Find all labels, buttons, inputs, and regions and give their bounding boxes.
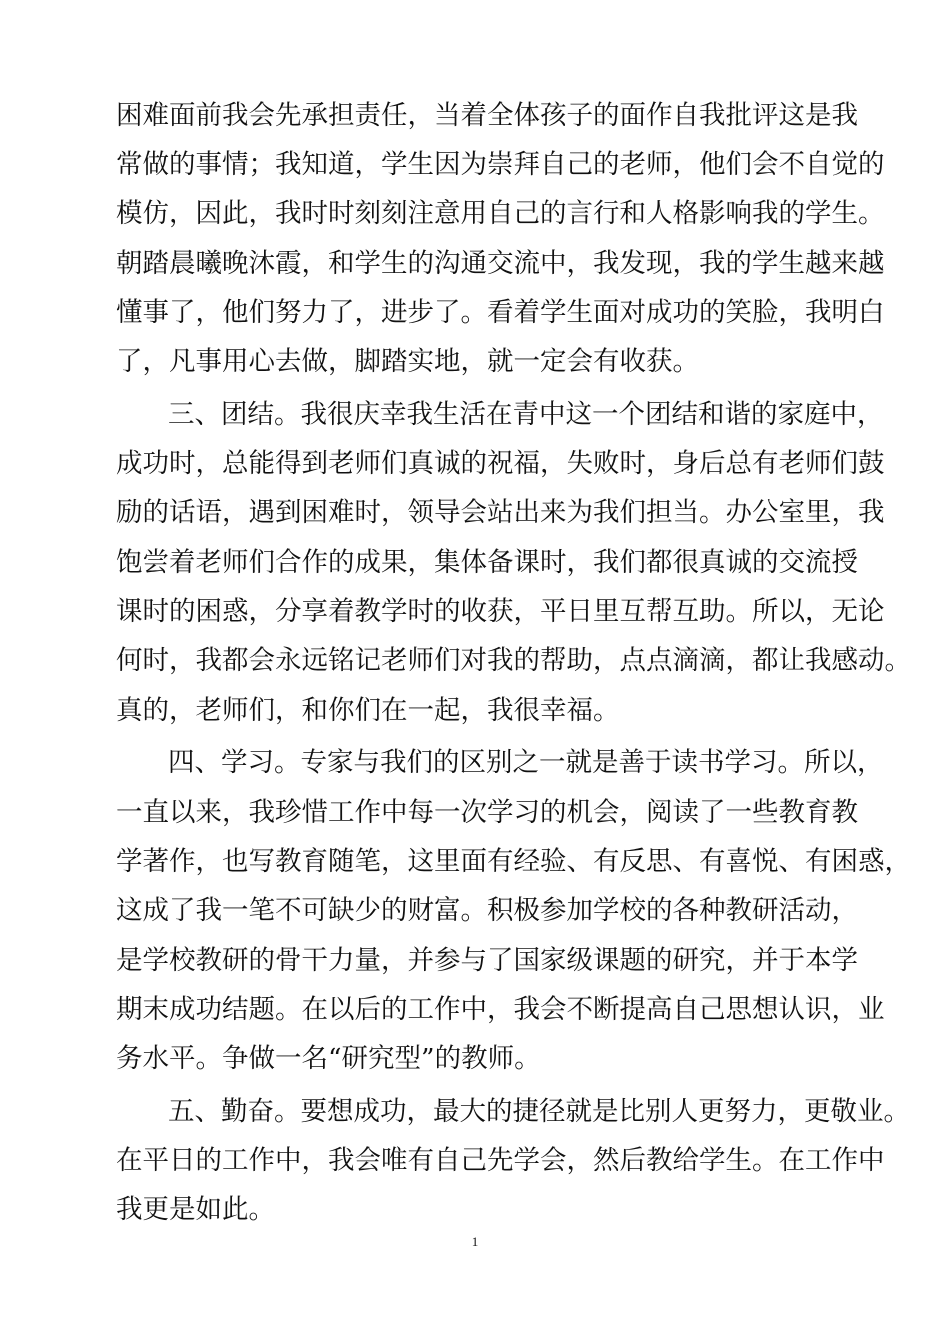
paragraph-start-line: 三、团结。我很庆幸我生活在青中这一个团结和谐的家庭中， — [168, 399, 884, 430]
text-line: 困难面前我会先承担责任，当着全体孩子的面作自我批评这是我 — [116, 100, 858, 131]
text-line: 这成了我一笔不可缺少的财富。积极参加学校的各种教研活动， — [116, 895, 858, 926]
paragraph-start-line: 四、学习。专家与我们的区别之一就是善于读书学习。所以， — [168, 747, 884, 778]
text-line: 常做的事情；我知道，学生因为崇拜自己的老师，他们会不自觉的 — [116, 149, 885, 180]
text-line: 期末成功结题。在以后的工作中，我会不断提高自己思想认识，业 — [116, 994, 885, 1025]
text-line: 饱尝着老师们合作的成果，集体备课时，我们都很真诚的交流授 — [116, 547, 858, 578]
text-line: 一直以来，我珍惜工作中每一次学习的机会，阅读了一些教育教 — [116, 797, 858, 828]
text-line: 励的话语，遇到困难时，领导会站出来为我们担当。办公室里，我 — [116, 497, 885, 528]
text-line: 在平日的工作中，我会唯有自己先学会，然后教给学生。在工作中 — [116, 1145, 885, 1176]
paragraph-start-line: 五、勤奋。要想成功，最大的捷径就是比别人更努力，更敬业。 — [168, 1096, 910, 1127]
text-line: 何时，我都会永远铭记老师们对我的帮助，点点滴滴，都让我感动。 — [116, 645, 911, 676]
text-line: 务水平。争做一名“研究型”的教师。 — [116, 1043, 541, 1074]
text-line: 懂事了，他们努力了，进步了。看着学生面对成功的笑脸，我明白 — [116, 297, 885, 328]
text-line: 真的，老师们，和你们在一起，我很幸福。 — [116, 695, 620, 726]
text-line: 是学校教研的骨干力量，并参与了国家级课题的研究，并于本学 — [116, 945, 858, 976]
text-line: 朝踏晨曦晚沐霞，和学生的沟通交流中，我发现，我的学生越来越 — [116, 248, 885, 279]
text-line: 课时的困惑，分享着教学时的收获，平日里互帮互助。所以，无论 — [116, 596, 885, 627]
text-line: 我更是如此。 — [116, 1194, 275, 1225]
text-line: 模仿，因此，我时时刻刻注意用自己的言行和人格影响我的学生。 — [116, 198, 885, 229]
page-number: 1 — [471, 1234, 479, 1249]
text-line: 学著作，也写教育随笔，这里面有经验、有反思、有喜悦、有困惑， — [116, 846, 911, 877]
text-line: 成功时，总能得到老师们真诚的祝福，失败时，身后总有老师们鼓 — [116, 448, 885, 479]
text-line: 了，凡事用心去做，脚踏实地，就一定会有收获。 — [116, 346, 699, 377]
